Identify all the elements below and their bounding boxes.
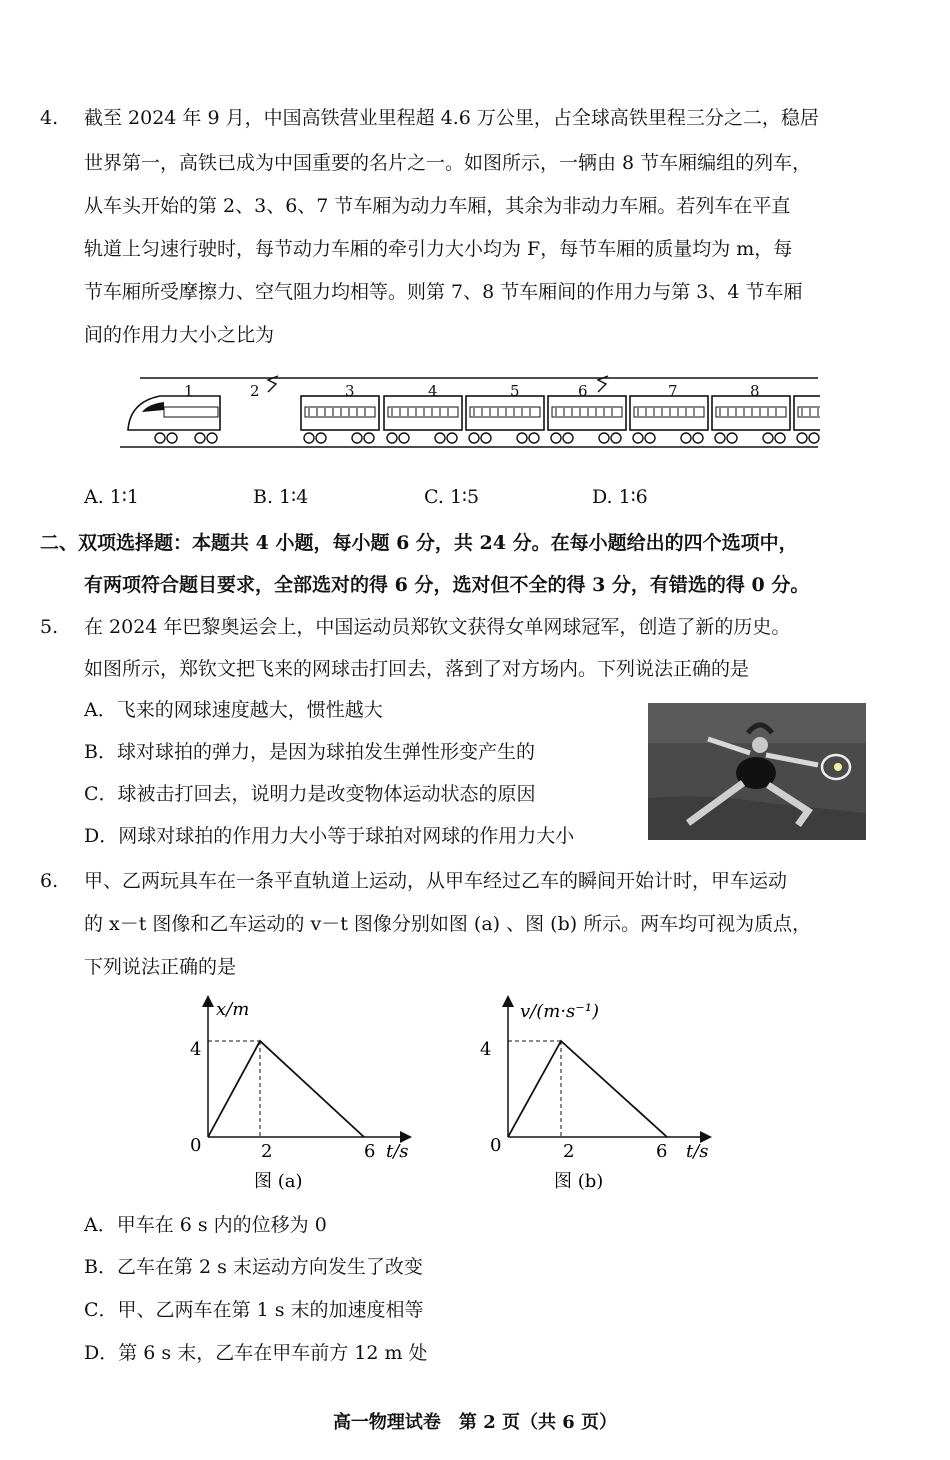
graph-b-series-line	[508, 1041, 667, 1137]
graph-a-data	[208, 1041, 364, 1137]
q6-option-a: A．甲车在 6 s 内的位移为 0	[84, 1214, 327, 1236]
graph-a-x-label: t/s	[386, 1141, 409, 1162]
graph-b-y-label: v/(m·s⁻¹)	[520, 1001, 600, 1022]
tennis-player-photo	[648, 703, 866, 840]
train-car	[794, 396, 820, 443]
q4-line-4: 轨道上匀速行驶时，每节动力车厢的牵引力大小均为 F，每节车厢的质量均为 m，每	[84, 238, 793, 260]
car-label-3: 3	[345, 382, 355, 400]
q5-option-c: C．球被击打回去，说明力是改变物体运动状态的原因	[84, 783, 536, 805]
car-label-1: 1	[184, 382, 194, 400]
page-footer: 高一物理试卷 第 2 页（共 6 页）	[332, 1412, 618, 1433]
q5-option-b: B．球对球拍的弹力，是因为球拍发生弹性形变产生的	[84, 741, 535, 763]
car-label-7: 7	[668, 382, 678, 400]
q5-option-a: A．飞来的网球速度越大，惯性越大	[84, 699, 383, 721]
graph-a	[176, 995, 436, 1195]
graph-b-x-tick-6: 6	[656, 1141, 668, 1162]
graph-b-x-label: t/s	[686, 1141, 709, 1162]
q6-line-1: 甲、乙两玩具车在一条平直轨道上运动，从甲车经过乙车的瞬间开始计时，甲车运动	[84, 870, 788, 892]
train-car	[155, 433, 217, 443]
q6-line-3: 下列说法正确的是	[84, 956, 237, 978]
q6-option-d: D．第 6 s 末，乙车在甲车前方 12 m 处	[84, 1342, 428, 1364]
section-2-heading-line-2: 有两项符合题目要求，全部选对的得 6 分，选对但不全的得 3 分，有错选的得 0 分。	[84, 574, 810, 596]
car-label-4: 4	[428, 382, 438, 400]
train-label-row	[0, 380, 950, 400]
q6-option-c: C．甲、乙两车在第 1 s 末的加速度相等	[84, 1299, 424, 1321]
graph-b-x-tick-2: 2	[563, 1141, 575, 1162]
graph-b-data	[508, 1041, 667, 1137]
train-car	[384, 396, 462, 443]
graph-a-y-label: x/m	[216, 999, 250, 1020]
graph-a-x-tick-6: 6	[364, 1141, 376, 1162]
graph-a-x-tick-2: 2	[261, 1141, 273, 1162]
car-label-2: 2	[250, 382, 260, 400]
car-label-5: 5	[510, 382, 520, 400]
car-label-8: 8	[750, 382, 760, 400]
question-5-number: 5.	[40, 616, 59, 638]
q5-line-1: 在 2024 年巴黎奥运会上，中国运动员郑钦文获得女单网球冠军，创造了新的历史。	[84, 616, 791, 638]
section-2-heading-line-1: 二、双项选择题：本题共 4 小题，每小题 6 分，共 24 分。在每小题给出的四个选项中，	[40, 532, 798, 554]
car-label-6: 6	[578, 382, 588, 400]
q4-line-2: 世界第一，高铁已成为中国重要的名片之一。如图所示，一辆由 8 节车厢编组的列车，	[84, 152, 812, 174]
q4-option-d: D. 1∶6	[592, 486, 648, 508]
graph-a-caption: 图 (a)	[254, 1171, 303, 1192]
q4-line-6: 间的作用力大小之比为	[84, 324, 275, 346]
question-6-number: 6.	[40, 870, 59, 892]
graph-b-origin: 0	[490, 1135, 502, 1156]
graph-b-y-tick: 4	[480, 1039, 492, 1060]
train-car	[466, 396, 544, 443]
q5-option-d: D．网球对球拍的作用力大小等于球拍对网球的作用力大小	[84, 825, 575, 847]
q4-option-b: B. 1∶4	[253, 486, 309, 508]
q4-option-a: A. 1∶1	[84, 486, 139, 508]
q6-option-b: B．乙车在第 2 s 末运动方向发生了改变	[84, 1256, 423, 1278]
graph-a-origin: 0	[190, 1135, 202, 1156]
train-car	[301, 396, 379, 443]
q5-line-2: 如图所示，郑钦文把飞来的网球击打回去，落到了对方场内。下列说法正确的是	[84, 658, 750, 680]
graph-b-caption: 图 (b)	[554, 1171, 604, 1192]
graph-b	[478, 995, 748, 1195]
question-4-number: 4.	[40, 107, 59, 129]
q4-line-5: 节车厢所受摩擦力、空气阻力均相等。则第 7、8 节车厢间的作用力与第 3、4 节车厢	[84, 281, 803, 303]
q4-line-3: 从车头开始的第 2、3、6、7 节车厢为动力车厢，其余为非动力车厢。若列车在平直	[84, 195, 791, 217]
q4-line-1: 截至 2024 年 9 月，中国高铁营业里程超 4.6 万公里，占全球高铁里程三分之二，稳居	[84, 107, 819, 129]
graph-a-y-tick: 4	[190, 1039, 202, 1060]
q4-option-c: C. 1∶5	[424, 486, 480, 508]
graph-a-series-line	[208, 1041, 364, 1137]
q6-line-2: 的 x－t 图像和乙车运动的 v－t 图像分别如图 (a) 、图 (b) 所示。两车均可视为质点，	[84, 913, 812, 935]
